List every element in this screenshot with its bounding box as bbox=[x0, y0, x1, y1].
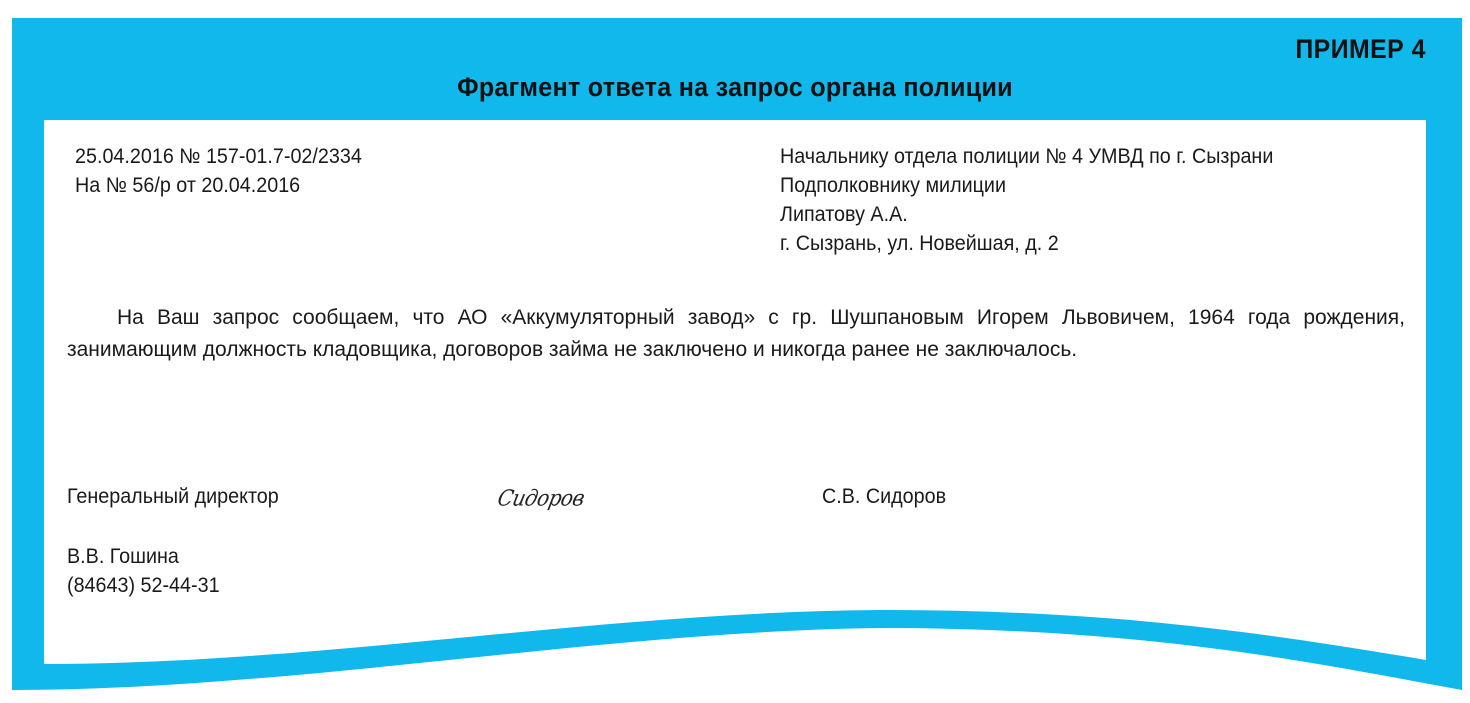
executor-name: В.В. Гошина bbox=[67, 545, 179, 568]
addressee-line-1: Начальнику отдела полиции № 4 УМВД по г. Сызрани bbox=[780, 145, 1274, 168]
example-badge: ПРИМЕР 4 bbox=[1295, 34, 1426, 64]
executor-phone: (84643) 52-44-31 bbox=[67, 574, 220, 597]
addressee-line-3: Липатову А.А. bbox=[780, 203, 908, 226]
signatory-name: С.В. Сидоров bbox=[822, 485, 947, 508]
page-title: Фрагмент ответа на запрос органа полиции bbox=[457, 72, 1013, 102]
incoming-reference: На № 56/р от 20.04.2016 bbox=[75, 174, 301, 197]
signatory-position: Генеральный директор bbox=[67, 485, 279, 508]
handwritten-signature: Сидоров bbox=[495, 484, 587, 512]
outgoing-number: 25.04.2016 № 157-01.7-02/2334 bbox=[75, 145, 362, 168]
addressee-line-4: г. Сызрань, ул. Новейшая, д. 2 bbox=[780, 232, 1059, 255]
letter-body: На Ваш запрос сообщаем, что АО «Аккумуляторный завод» с гр. Шушпановым Игорем Львовичем, 1964 года рождения, занимающим должность кладовщика, договоров займа не заключено и никогда ранее не заключалось. bbox=[67, 306, 1405, 361]
addressee-line-2: Подполковнику милиции bbox=[780, 174, 1006, 197]
